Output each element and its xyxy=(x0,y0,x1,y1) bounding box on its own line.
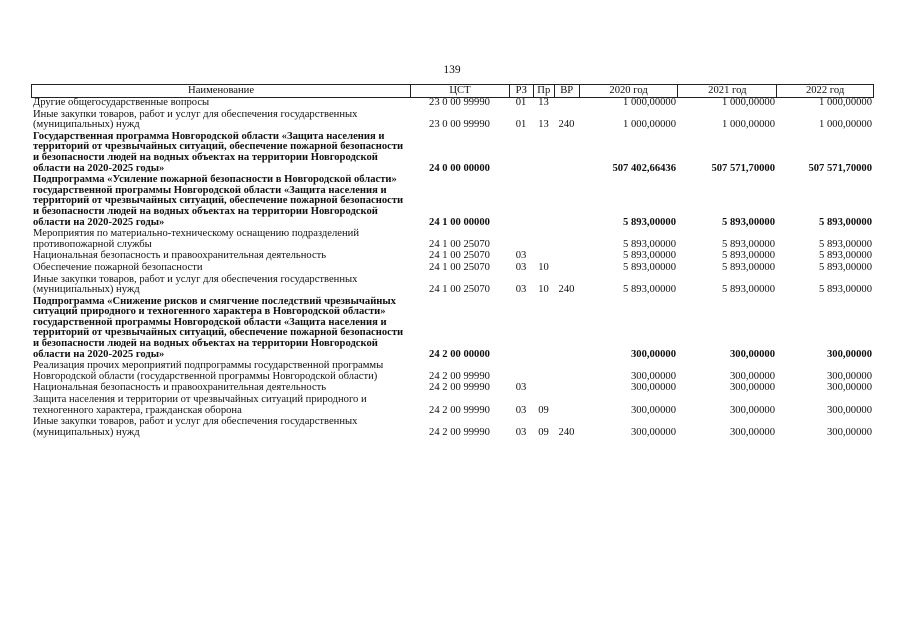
cell-cst: 24 2 00 00000 xyxy=(429,348,490,360)
cell-name: Другие общегосударственные вопросы xyxy=(33,97,210,108)
cell-name: Защита населения и территории от чрезвычайных ситуаций природного и техногенного характера, гражданская оборона xyxy=(33,394,367,416)
cell-name: Мероприятия по материально-техническому оснащению подразделений противопожарной службы xyxy=(33,228,359,250)
header-name: Наименование xyxy=(188,84,255,96)
cell-y2020: 300,00000 xyxy=(630,426,676,438)
cell-cst: 24 1 00 25070 xyxy=(429,284,490,296)
cell-cst: 24 2 00 99990 xyxy=(429,426,490,438)
cell-pr: 10 xyxy=(538,261,549,273)
cell-rz: 03 xyxy=(515,426,527,438)
cell-y2022: 5 893,00000 xyxy=(819,216,872,228)
cell-y2020: 1 000,00000 xyxy=(623,119,676,131)
cell-y2022: 1 000,00000 xyxy=(819,119,872,131)
cell-rz: 03 xyxy=(515,404,527,416)
header-vr: ВР xyxy=(554,85,579,97)
cell-pr: 13 xyxy=(538,119,549,131)
table-row xyxy=(31,263,874,275)
cell-name: Иные закупки товаров, работ и услуг для обеспечения государственных (муниципальных) нужд xyxy=(33,273,358,296)
cell-y2020: 300,00000 xyxy=(630,348,676,360)
table-row xyxy=(31,98,874,110)
cell-y2020: 5 893,00000 xyxy=(623,250,676,262)
cell-rz: 03 xyxy=(515,250,527,262)
cell-y2021: 5 893,00000 xyxy=(722,261,775,273)
cell-vr: 240 xyxy=(558,119,575,131)
header-2020: 2020 год xyxy=(579,85,678,97)
cell-y2021: 300,00000 xyxy=(729,348,775,360)
cell-name: Государственная программа Новгородской области «Защита населения и территорий от чрезвычайных ситуаций, обеспечение пожарной безопасности и безопасности людей на водных объектах на территории Новгородской области на 2020-2025 годы» xyxy=(33,130,404,174)
cell-y2021: 5 893,00000 xyxy=(722,284,775,296)
page-number: 139 xyxy=(443,64,461,76)
cell-y2022: 300,00000 xyxy=(826,382,872,394)
budget-table xyxy=(31,84,874,439)
cell-y2021: 300,00000 xyxy=(729,382,775,394)
cell-y2022: 300,00000 xyxy=(826,426,872,438)
cell-y2021: 300,00000 xyxy=(729,404,775,416)
cell-cst: 24 2 00 99990 xyxy=(429,404,490,416)
cell-vr: 240 xyxy=(558,284,575,296)
header-pr: Пр xyxy=(533,85,554,97)
cell-rz: 03 xyxy=(515,261,527,273)
cell-rz: 01 xyxy=(515,97,527,108)
table-row xyxy=(31,110,874,132)
cell-cst: 24 1 00 25070 xyxy=(429,238,490,250)
table-row xyxy=(31,275,874,297)
cell-pr: 09 xyxy=(538,404,549,416)
table-body xyxy=(31,98,874,439)
cell-y2022: 5 893,00000 xyxy=(819,284,872,296)
cell-y2021: 1 000,00000 xyxy=(722,97,775,108)
cell-y2022: 5 893,00000 xyxy=(819,238,872,250)
cell-y2021: 507 571,70000 xyxy=(711,162,775,174)
cell-y2020: 1 000,00000 xyxy=(623,97,676,108)
cell-name: Подпрограмма «Снижение рисков и смягчение последствий чрезвычайных ситуаций природного и техногенного характера в Новгородской области» государственной программы Новгородской области «Защита населения и территорий от чрезвычайных ситуаций, обеспечение пожарной безопасности и безопасности людей на водных объектах на территории Новгородской области на 2020-2025 годы» xyxy=(33,295,404,360)
cell-y2021: 1 000,00000 xyxy=(722,119,775,131)
cell-y2022: 300,00000 xyxy=(826,404,872,416)
table-header xyxy=(31,84,874,98)
cell-cst: 24 2 00 99990 xyxy=(429,370,490,382)
cell-y2020: 300,00000 xyxy=(630,370,676,382)
cell-y2022: 5 893,00000 xyxy=(819,250,872,262)
cell-cst: 24 2 00 99990 xyxy=(429,382,490,394)
table-row xyxy=(31,395,874,417)
table-row xyxy=(31,229,874,251)
cell-name: Иные закупки товаров, работ и услуг для обеспечения государственных (муниципальных) нужд xyxy=(33,108,358,131)
table-row xyxy=(31,361,874,383)
table-row xyxy=(31,297,874,362)
cell-y2020: 300,00000 xyxy=(630,382,676,394)
cell-y2020: 5 893,00000 xyxy=(623,216,676,228)
cell-y2022: 300,00000 xyxy=(826,370,872,382)
cell-name: Национальная безопасность и правоохранительная деятельность xyxy=(33,382,327,394)
cell-pr: 10 xyxy=(538,284,549,296)
table-row xyxy=(31,132,874,175)
cell-pr: 09 xyxy=(538,426,549,438)
cell-y2020: 5 893,00000 xyxy=(623,261,676,273)
cell-y2021: 5 893,00000 xyxy=(722,250,775,262)
cell-y2020: 300,00000 xyxy=(630,404,676,416)
cell-y2022: 300,00000 xyxy=(826,348,872,360)
cell-cst: 23 0 00 99990 xyxy=(429,97,490,108)
cell-cst: 23 0 00 99990 xyxy=(429,119,490,131)
cell-vr: 240 xyxy=(558,426,575,438)
cell-y2022: 507 571,70000 xyxy=(808,162,872,174)
cell-y2021: 300,00000 xyxy=(729,426,775,438)
header-rz: РЗ xyxy=(509,85,533,97)
header-2021: 2021 год xyxy=(677,85,776,97)
cell-name: Иные закупки товаров, работ и услуг для обеспечения государственных (муниципальных) нужд xyxy=(33,416,358,438)
cell-y2021: 300,00000 xyxy=(729,370,775,382)
cell-cst: 24 1 00 00000 xyxy=(429,216,490,228)
cell-y2020: 5 893,00000 xyxy=(623,284,676,296)
cell-rz: 03 xyxy=(515,284,527,296)
cell-name: Национальная безопасность и правоохранительная деятельность xyxy=(33,250,327,262)
cell-pr: 13 xyxy=(538,97,549,108)
cell-rz: 01 xyxy=(515,119,527,131)
table-row xyxy=(31,175,874,229)
cell-y2021: 5 893,00000 xyxy=(722,238,775,250)
cell-y2020: 507 402,66436 xyxy=(612,162,676,174)
cell-y2022: 5 893,00000 xyxy=(819,261,872,273)
cell-y2021: 5 893,00000 xyxy=(722,216,775,228)
cell-y2022: 1 000,00000 xyxy=(819,97,872,108)
header-cst: ЦСТ xyxy=(410,85,509,97)
cell-y2020: 5 893,00000 xyxy=(623,238,676,250)
cell-name: Реализация прочих мероприятий подпрограммы государственной программы Новгородской области (государственной программы Новгородской области) xyxy=(33,360,384,382)
header-2022: 2022 год xyxy=(776,85,873,97)
cell-rz: 03 xyxy=(515,382,527,394)
table-row xyxy=(31,417,874,439)
cell-name: Обеспечение пожарной безопасности xyxy=(33,261,203,273)
cell-cst: 24 0 00 00000 xyxy=(429,162,490,174)
cell-name: Подпрограмма «Усиление пожарной безопасности в Новгородской области» государственной программы Новгородской области «Защита населения и территорий от чрезвычайных ситуаций, обеспечение пожарной безопасности и безопасности людей на водных объектах на территории Новгородской области на 2020-2025 годы» xyxy=(33,174,404,228)
cell-cst: 24 1 00 25070 xyxy=(429,250,490,262)
cell-cst: 24 1 00 25070 xyxy=(429,261,490,273)
